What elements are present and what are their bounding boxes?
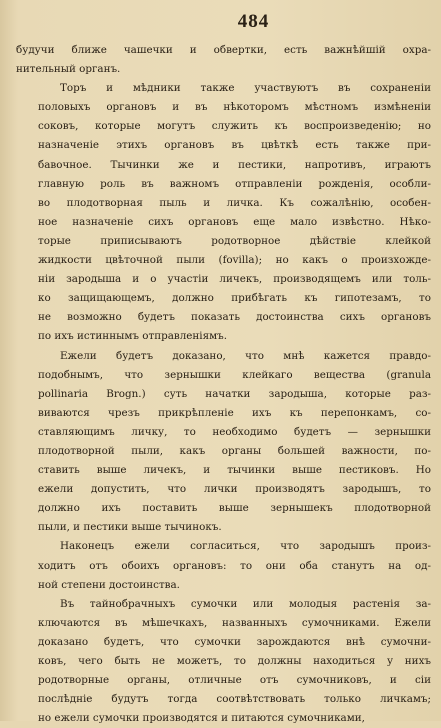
text-line: половыхъ органовъ и въ нѣкоторомъ мѣстномъ измѣненіи — [38, 101, 431, 114]
text-line: плодотворной пыли, какъ органы большей важности, по- — [38, 444, 431, 457]
text-line: Торъ и мѣдники также участвуютъ въ сохраненіи — [60, 82, 431, 95]
text-line: виваются чрезъ прикрѣпленіе ихъ къ перепонкамъ, со- — [38, 406, 431, 419]
text-line: Ежели будетъ доказано, что мнѣ кажется правдо- — [60, 349, 431, 362]
text-line: бавочное. Тычинки же и пестики, напротивъ, играютъ — [38, 158, 431, 171]
text-line: pollinaria Brogn.) суть начатки зародыша, которые раз- — [38, 387, 431, 400]
text-line: пыли, и пестики выше тычинокъ. — [38, 521, 222, 534]
paragraph — [16, 347, 431, 538]
text-line: главную роль въ важномъ отправленіи рожденія, особли- — [38, 177, 431, 190]
paragraph — [16, 537, 431, 594]
text-line: торые приписываютъ родотворное дѣйствіе клейкой — [38, 234, 431, 247]
text-line: ніи зародыша и о участіи личекъ, производящемъ или толь- — [38, 273, 431, 286]
text-line: ко защищающемъ, должно прибѣгать къ гипотезамъ, то — [38, 292, 431, 305]
text-line: ставляющимъ личку, то необходимо будетъ — зернышки — [38, 425, 431, 438]
text-line: но ежели сумочки производятся и питаются сумочниками, — [38, 712, 365, 725]
text-line: подобнымъ, что зернышки клейкаго вещества (granula — [38, 368, 431, 381]
text-line: ключаются въ мѣшечкахъ, названныхъ сумочниками. Ежели — [38, 616, 431, 629]
text-line: нительный органъ. — [16, 63, 121, 76]
page-number: 484 — [237, 11, 270, 32]
body-text — [16, 41, 431, 728]
paragraph — [16, 41, 431, 79]
text-line: ставить выше личекъ, и тычинки выше пестиковъ. Но — [38, 464, 431, 477]
text-line: доказано будетъ, что сумочки зарождаются внѣ сумочни- — [38, 635, 431, 648]
text-line: ковъ, чего быть не можетъ, то должны находиться у нихъ — [38, 655, 431, 667]
text-line: жидкости цвѣточной пыли (fovilla); но какъ о произхожде- — [38, 254, 431, 267]
text-line: назначеніе этихъ органовъ въ цвѣткѣ есть также при- — [38, 139, 431, 152]
text-line: не возможно будетъ показать достоинства сихъ органовъ — [38, 311, 431, 324]
text-line: Въ тайнобрачныхъ сумочки или молодыя растенія за- — [60, 597, 431, 610]
text-line: во плодотворная пыль и личка. Къ сожалѣнію, особен- — [38, 196, 431, 209]
text-line: по ихъ истиннымъ отправленіямъ. — [38, 330, 228, 343]
text-line: ежели допустить, что лички производятъ зародышъ, то — [38, 483, 431, 496]
text-line: ное назначеніе сихъ органовъ еще мало извѣстно. Нѣко- — [38, 215, 431, 228]
text-line: должно ихъ поставить выше зернышекъ плодотворной — [38, 502, 431, 515]
text-line: послѣдніе будутъ тогда соотвѣтствовать только личкамъ; — [38, 693, 431, 706]
text-line: родотворные органы, отличные отъ сумочниковъ, и сіи — [38, 674, 431, 687]
paragraph — [16, 595, 431, 728]
text-line: ной степени достоинства. — [38, 578, 180, 591]
text-line: будучи ближе чашечки и обвертки, есть важнѣйшій охра- — [16, 44, 431, 56]
text-line: ходитъ отъ обоихъ органовъ: то они оба станутъ на од- — [38, 559, 431, 572]
text-line: Наконецъ ежели согласиться, что зародышъ произ- — [60, 540, 431, 553]
text-line: соковъ, которые могутъ служить къ воспроизведенію; но — [38, 120, 431, 133]
paragraph — [16, 79, 431, 346]
